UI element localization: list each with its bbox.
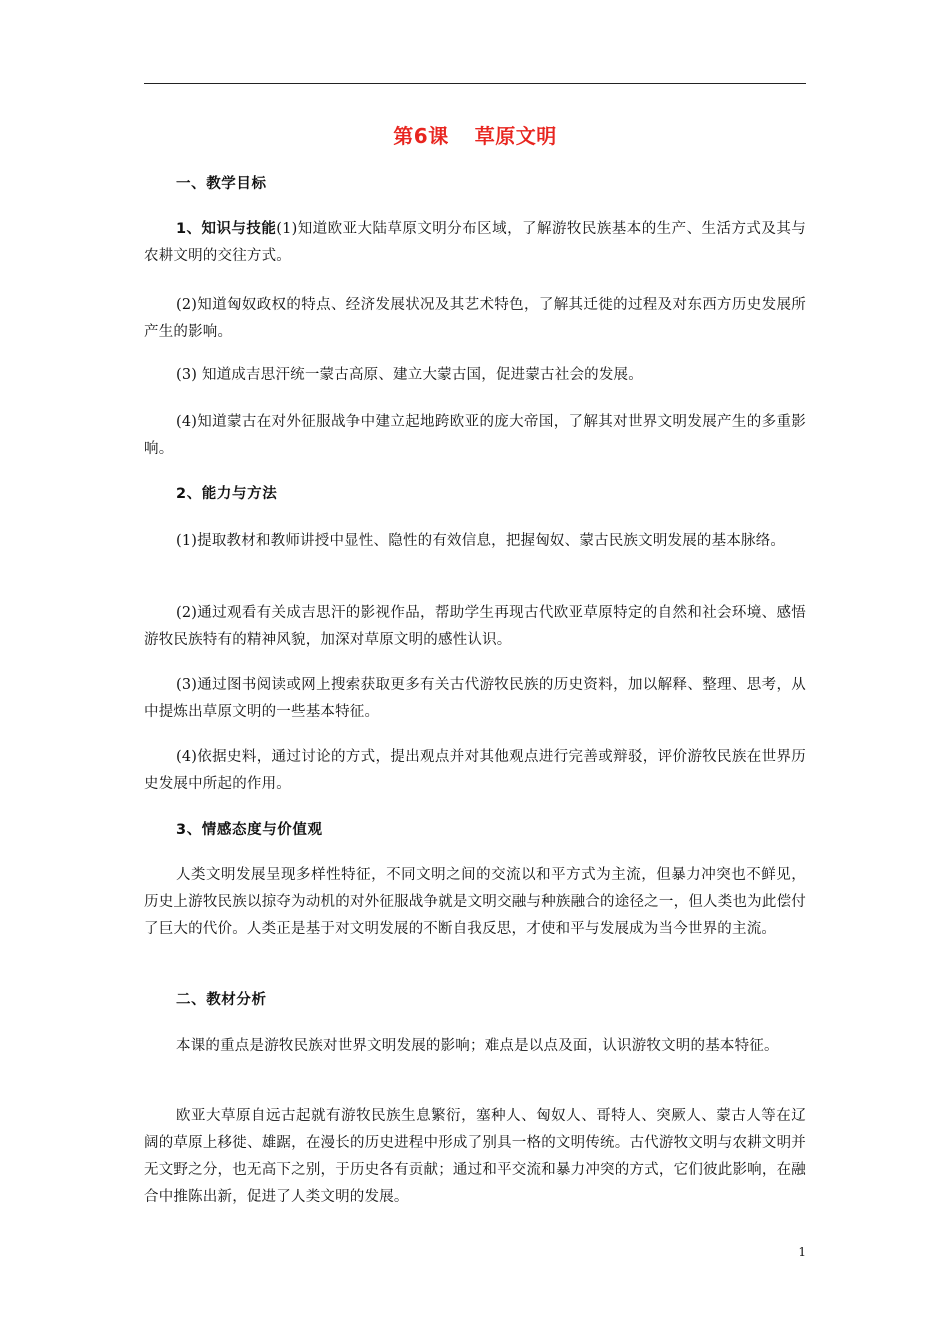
section-heading-textbook-analysis: 二、教材分析 bbox=[176, 992, 267, 1008]
section-heading-objectives: 一、教学目标 bbox=[176, 176, 267, 192]
paragraph-text: (1)知道欧亚大陆草原文明分布区域，了解游牧民族基本的生产、生活方式及其与农耕文明的交往方式。 bbox=[144, 221, 806, 264]
paragraph-ability-3: (3)通过图书阅读或网上搜索获取更多有关古代游牧民族的历史资料，加以解释、整理、思考，从中提炼出草原文明的一些基本特征。 bbox=[144, 677, 806, 720]
lesson-number: 第6课 bbox=[393, 124, 449, 148]
paragraph-analysis-1: 本课的重点是游牧民族对世界文明发展的影响；难点是以点及面，认识游牧文明的基本特征。 bbox=[176, 1038, 779, 1054]
paragraph-knowledge-2: (2)知道匈奴政权的特点、经济发展状况及其艺术特色，了解其迁徙的过程及对东西方历史发展所产生的影响。 bbox=[144, 297, 806, 340]
paragraph-ability-2: (2)通过观看有关成吉思汗的影视作品，帮助学生再现古代欧亚草原特定的自然和社会环境、感悟游牧民族特有的精神风貌，加深对草原文明的感性认识。 bbox=[144, 605, 806, 648]
subheading-knowledge: 1、知识与技能 bbox=[176, 221, 277, 237]
paragraph-values: 人类文明发展呈现多样性特征，不同文明之间的交流以和平方式为主流，但暴力冲突也不鲜见，历史上游牧民族以掠夺为动机的对外征服战争就是文明交融与种族融合的途径之一，但人类也为此偿付了巨大的代价。人类正是基于对文明发展的不断自我反思，才使和平与发展成为当今世界的主流。 bbox=[144, 867, 806, 937]
paragraph-ability-1: (1)提取教材和教师讲授中显性、隐性的有效信息，把握匈奴、蒙古民族文明发展的基本脉络。 bbox=[176, 533, 786, 549]
paragraph-ability-4: (4)依据史料，通过讨论的方式，提出观点并对其他观点进行完善或辩驳，评价游牧民族在世界历史发展中所起的作用。 bbox=[144, 749, 806, 792]
paragraph-analysis-2: 欧亚大草原自远古起就有游牧民族生息繁衍，塞种人、匈奴人、哥特人、突厥人、蒙古人等在辽阔的草原上移徙、雄踞，在漫长的历史进程中形成了别具一格的文明传统。古代游牧文明与农耕文明并无文野之分，也无高下之别，于历史各有贡献；通过和平交流和暴力冲突的方式，它们彼此影响，在融合中推陈出新，促进了人类文明的发展。 bbox=[144, 1108, 806, 1205]
page-title bbox=[144, 121, 806, 151]
subheading-values: 3、情感态度与价值观 bbox=[176, 822, 323, 838]
subheading-ability: 2、能力与方法 bbox=[176, 486, 278, 502]
paragraph-knowledge-1 bbox=[144, 216, 806, 270]
paragraph-knowledge-3: (3) 知道成吉思汗统一蒙古高原、建立大蒙古国，促进蒙古社会的发展。 bbox=[176, 367, 643, 383]
header-rule bbox=[144, 83, 806, 84]
lesson-name: 草原文明 bbox=[474, 124, 557, 148]
paragraph-knowledge-4: (4)知道蒙古在对外征服战争中建立起地跨欧亚的庞大帝国，了解其对世界文明发展产生的多重影响。 bbox=[144, 414, 806, 457]
page-number: 1 bbox=[798, 1245, 806, 1259]
